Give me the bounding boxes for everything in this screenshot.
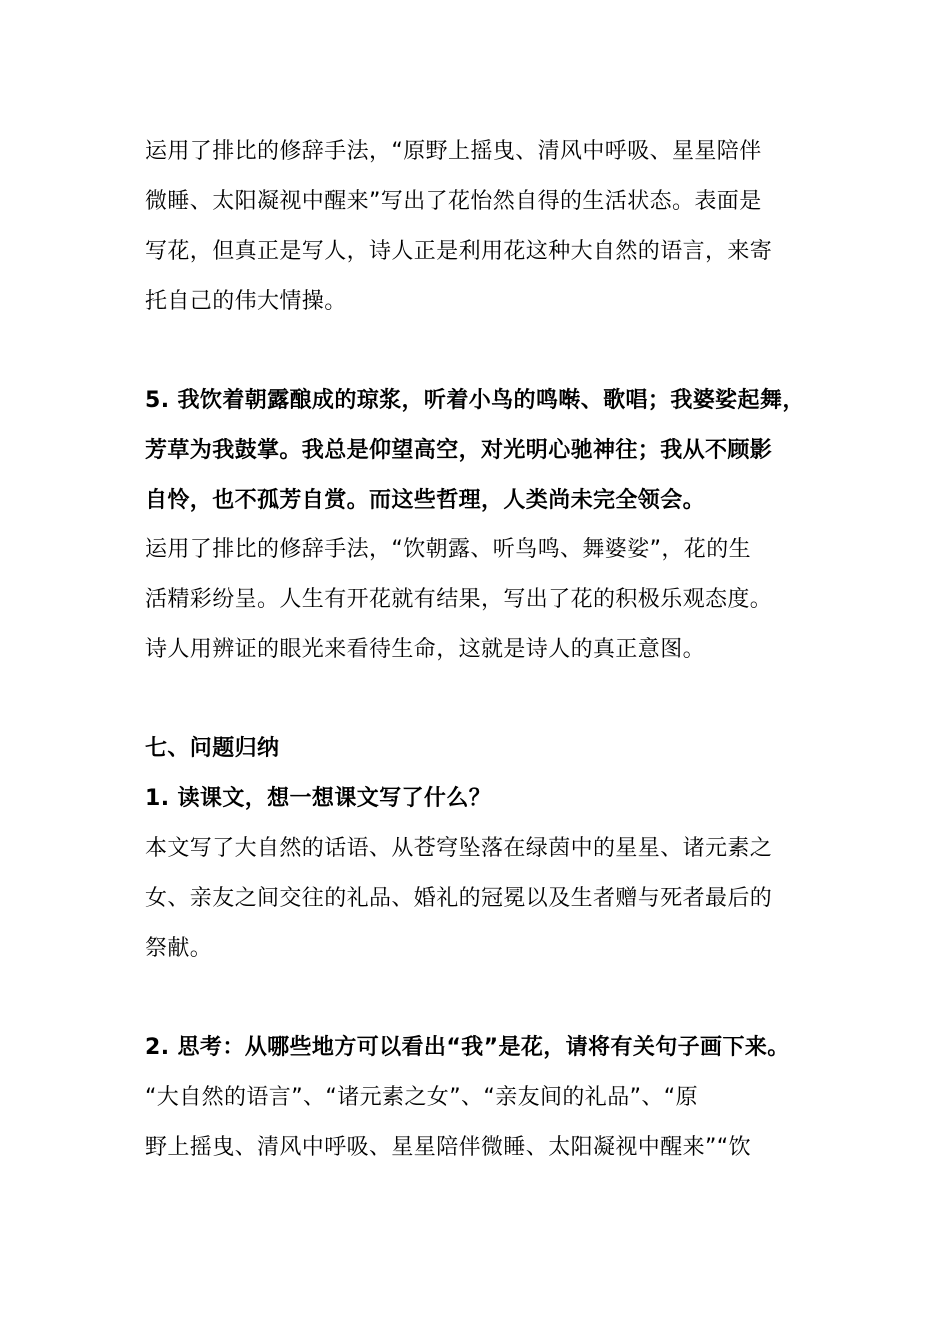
text-line: 运用了排比的修辞手法，“原野上摇曳、清风中呼吸、星星陪伴 <box>145 139 762 164</box>
question-2: 2. 思考：从哪些地方可以看出“我”是花，请将有关句子画下来。 <box>145 1035 790 1060</box>
quote-line: 自怜，也不孤芳自赏。而这些哲理，人类尚未完全领会。 <box>145 488 706 513</box>
text-line: 运用了排比的修辞手法，“饮朝露、听鸟鸣、舞婆娑”，花的生 <box>145 537 751 562</box>
answer-1-line: 本文写了大自然的话语、从苍穹坠落在绿茵中的星星、诸元素之 <box>145 836 773 861</box>
answer-2-line: 野上摇曳、清风中呼吸、星星陪伴微睡、太阳凝视中醒来”“饮 <box>145 1135 751 1160</box>
section-heading: 七、问题归纳 <box>145 736 280 761</box>
text-line: 托自己的伟大情操。 <box>145 289 347 314</box>
quote-line: 5. 我饮着朝露酿成的琼浆，听着小鸟的鸣啭、歌唱；我婆娑起舞， <box>145 388 805 413</box>
text-line: 活精彩纷呈。人生有开花就有结果，写出了花的积极乐观态度。 <box>145 587 773 612</box>
question-1: 1. 读课文，想一想课文写了什么？ <box>145 786 492 811</box>
text-line: 写花，但真正是写人，诗人正是利用花这种大自然的语言，来寄 <box>145 239 773 264</box>
answer-1-line: 祭献。 <box>145 936 213 961</box>
text-line: 诗人用辨证的眼光来看待生命，这就是诗人的真正意图。 <box>145 637 706 662</box>
quote-line: 芳草为我鼓掌。我总是仰望高空，对光明心驰神往；我从不顾影 <box>145 438 773 463</box>
text-line: 微睡、太阳凝视中醒来”写出了花怡然自得的生活状态。表面是 <box>145 189 762 214</box>
answer-1-line: 女、亲友之间交往的礼品、婚礼的冠冕以及生者赠与死者最后的 <box>145 886 773 911</box>
answer-2-line: “大自然的语言”、“诸元素之女”、“亲友间的礼品”、“原 <box>145 1085 698 1110</box>
